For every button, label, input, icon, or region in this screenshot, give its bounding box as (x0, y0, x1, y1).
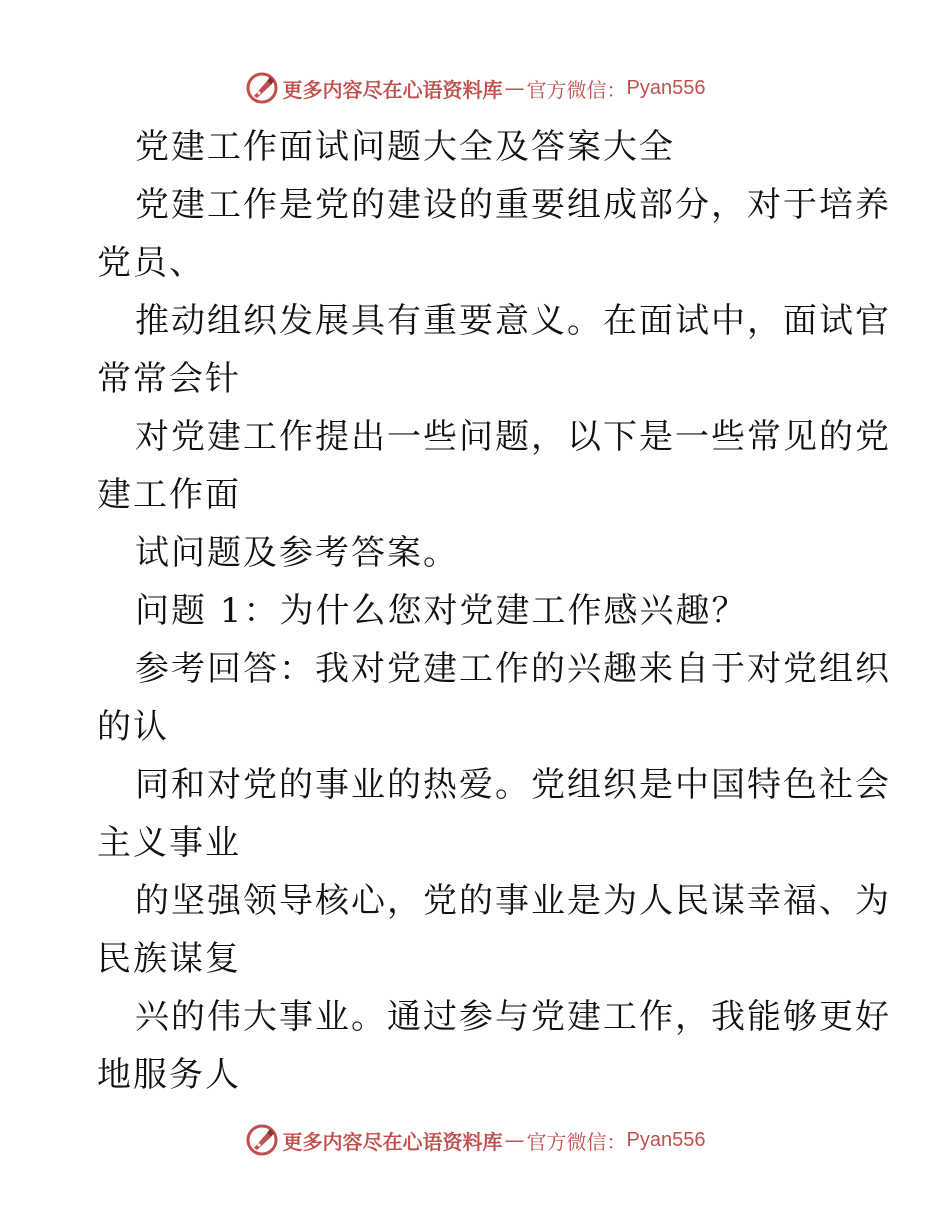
footer-banner (0, 1120, 950, 1160)
pen-nib-logo-icon (245, 71, 279, 105)
text-line: 参考回答：我对党建工作的兴趣来自于对党组织 (135, 649, 891, 689)
text-line: 党建工作是党的建设的重要组成部分，对于培养 (135, 185, 891, 225)
text-line: 的坚强领导核心，党的事业是为人民谋幸福、为 (135, 881, 891, 921)
footer-separator: — (504, 1128, 525, 1152)
banner-wechat-id: Pyan556 (626, 76, 706, 99)
banner-wechat-label: 官方微信： (526, 77, 627, 102)
footer-site-name: 更多内容尽在心语资料库 (282, 1129, 503, 1154)
header-banner (0, 68, 950, 108)
text-line: 的认 (97, 707, 169, 747)
banner-site-name: 更多内容尽在心语资料库 (282, 77, 503, 102)
text-line: 主义事业 (97, 823, 241, 863)
banner-separator: — (504, 76, 525, 100)
footer-wechat-id: Pyan556 (626, 1128, 706, 1151)
document-title: 党建工作面试问题大全及答案大全 (135, 127, 675, 167)
text-line: 同和对党的事业的热爱。党组织是中国特色社会 (135, 765, 891, 805)
text-line: 地服务人 (97, 1055, 241, 1095)
text-line: 推动组织发展具有重要意义。在面试中，面试官 (135, 301, 891, 341)
text-line: 对党建工作提出一些问题，以下是一些常见的党 (135, 417, 891, 457)
document-body (97, 118, 891, 1104)
text-line: 常常会针 (97, 359, 241, 399)
text-line: 民族谋复 (97, 939, 241, 979)
text-line: 试问题及参考答案。 (135, 533, 459, 573)
text-line: 问题 1：为什么您对党建工作感兴趣？ (135, 591, 748, 631)
pen-nib-logo-icon (245, 1123, 279, 1157)
footer-wechat-label: 官方微信： (526, 1129, 627, 1154)
text-line: 建工作面 (97, 475, 241, 515)
text-line: 兴的伟大事业。通过参与党建工作，我能够更好 (135, 997, 891, 1037)
text-line: 党员、 (97, 243, 205, 283)
